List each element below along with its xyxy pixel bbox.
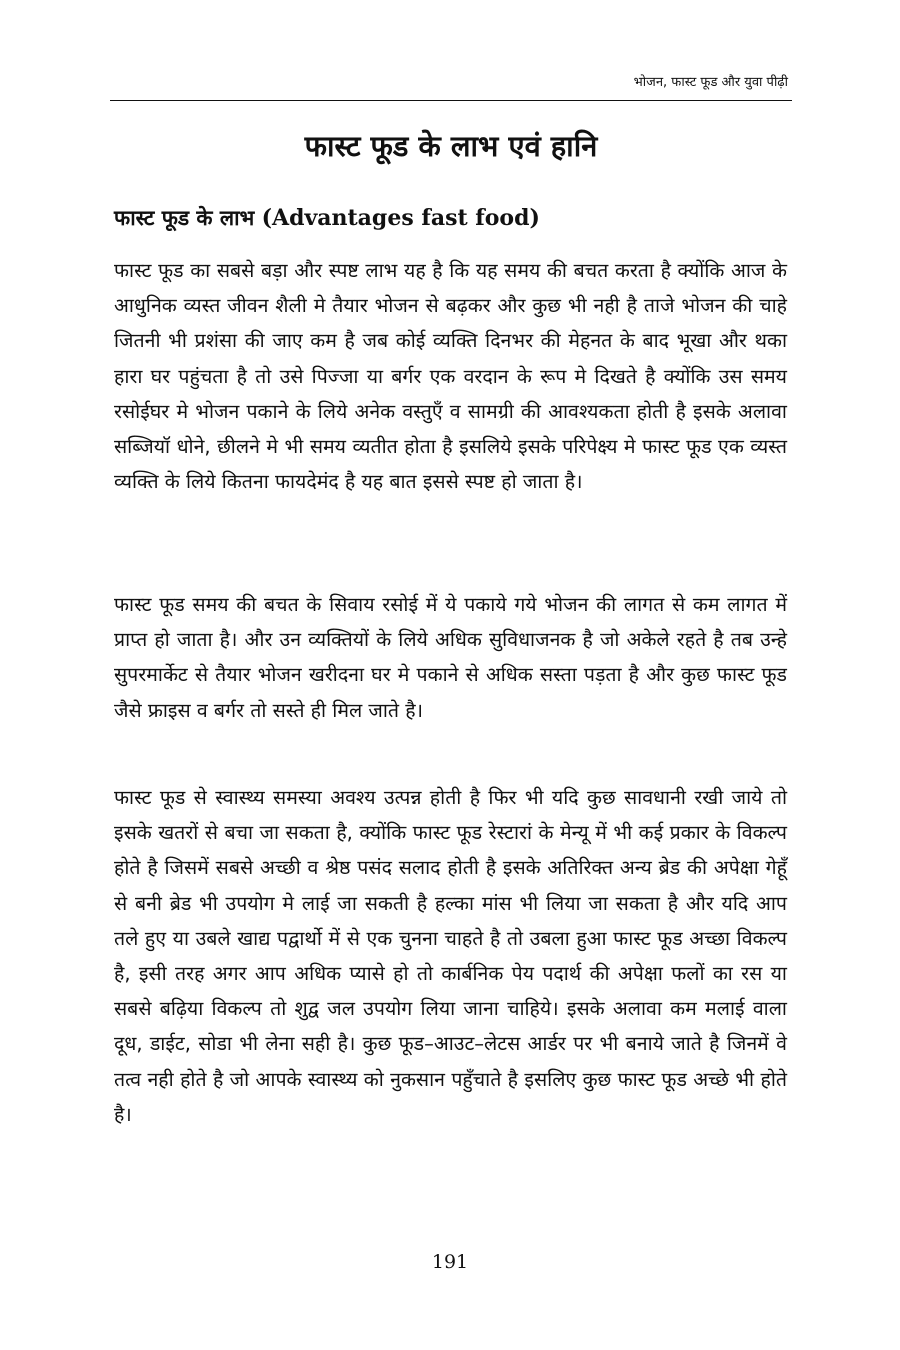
paragraph-3: फास्ट फूड से स्वास्थ्य समस्या अवश्य उत्पन्न होती है फिर भी यदि कुछ सावधानी रखी जाये तो इसके खतरों से बचा जा सकता है, क्योंकि फास्ट फूड रेस्टारां के मेन्यू में भी कई प्रकार के विकल्प होते है जिसमें सबसे अच्छी व श्रेष्ठ पसंद सलाद होती है इसके अतिरिक्त अन्य ब्रेड की अपेक्षा गेहूँ से बनी ब्रेड भी उपयोग मे लाई जा सकती है हल्का मांस भी लिया जा सकता है और यदि आप तले हुए या उबले खाद्य पद्वार्थो में से एक चुनना चाहते है तो उबला हुआ फास्ट फूड अच्छा विकल्प है, इसी तरह अगर आप अधिक प्यासे हो तो कार्बनिक पेय पदार्थ की अपेक्षा फलों का रस या सबसे बढ़िया विकल्प तो शुद्व जल उपयोग लिया जाना चाहिये। इसके अलावा कम मलाई वाला दूध, डाईट, सोडा भी लेना सही है। कुछ फूड–आउट–लेटस आर्डर पर भी बनाये जाते है जिनमें वे तत्व नही होते है जो आपके स्वास्थ्य को नुकसान पहुँचाते है इसलिए कुछ फास्ट फूड अच्छे भी होते है। — [114, 786, 787, 1126]
header-rule — [110, 100, 792, 101]
section-heading-english: (Advantages fast food) — [261, 205, 540, 231]
paragraph-1: फास्ट फूड का सबसे बड़ा और स्पष्ट लाभ यह है कि यह समय की बचत करता है क्योंकि आज के आधुनिक व्यस्त जीवन शैली मे तैयार भोजन से बढ़कर और कुछ भी नही है ताजे भोजन की चाहे जितनी भी प्रशंसा की जाए कम है जब कोई व्यक्ति दिनभर की मेहनत के बाद भूखा और थका हारा घर पहुंचता है तो उसे पिज्जा या बर्गर एक वरदान के रूप मे दिखते है क्योंकि उस समय रसोईघर मे भोजन पकाने के लिये अनेक वस्तुएँ व सामग्री की आवश्यकता होती है इसके अलावा सब्जियॉ धोने, छीलने मे भी समय व्यतीत होता है इसलिये इसके परिपेक्ष्य मे फास्ट फूड एक व्यस्त व्यक्ति के लिये कितना फायदेमंद है यह बात इससे स्पष्ट हो जाता है। — [114, 259, 787, 494]
section-heading — [114, 200, 540, 236]
section-heading-hindi: फास्ट फूड के लाभ — [114, 206, 255, 230]
page-number: 191 — [431, 1251, 469, 1273]
running-header: भोजन, फास्ट फूड और युवा पीढ़ी — [633, 75, 788, 90]
chapter-title: फास्ट फूड के लाभ एवं हानि — [304, 129, 598, 163]
paragraph-2: फास्ट फूड समय की बचत के सिवाय रसोई में ये पकाये गये भोजन की लागत से कम लागत में प्राप्त हो जाता है। और उन व्यक्तियों के लिये अधिक सुविधाजनक है जो अकेले रहते है तब उन्हे सुपरमार्केट से तैयार भोजन खरीदना घर मे पकाने से अधिक सस्ता पड़ता है और कुछ फास्ट फूड जैसे फ्राइस व बर्गर तो सस्ते ही मिल जाते है। — [114, 593, 787, 722]
